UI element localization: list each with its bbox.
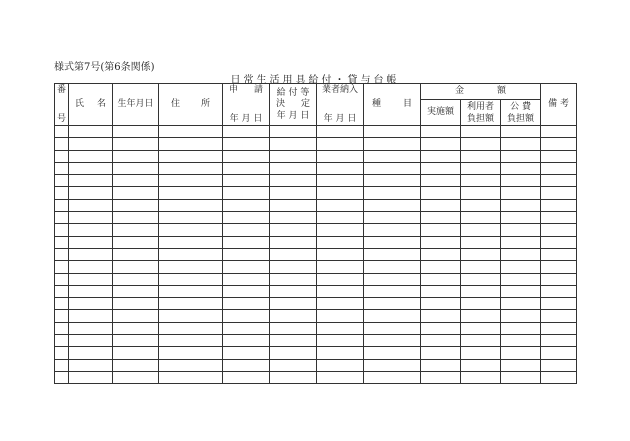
- table-cell[interactable]: [501, 322, 541, 334]
- table-cell[interactable]: [113, 298, 159, 310]
- table-cell[interactable]: [223, 162, 270, 174]
- table-cell[interactable]: [501, 371, 541, 383]
- table-cell[interactable]: [270, 138, 317, 150]
- table-cell[interactable]: [69, 150, 113, 162]
- table-cell[interactable]: [159, 126, 223, 138]
- table-cell[interactable]: [69, 224, 113, 236]
- table-cell[interactable]: [55, 359, 69, 371]
- table-cell[interactable]: [364, 187, 421, 199]
- table-cell[interactable]: [55, 261, 69, 273]
- table-row: [55, 248, 577, 260]
- table-row: [55, 347, 577, 359]
- table-cell[interactable]: [113, 371, 159, 383]
- table-cell[interactable]: [223, 126, 270, 138]
- table-row: [55, 261, 577, 273]
- table-cell[interactable]: [461, 335, 501, 347]
- table-cell[interactable]: [223, 310, 270, 322]
- table-cell[interactable]: [159, 310, 223, 322]
- table-cell[interactable]: [159, 273, 223, 285]
- table-cell[interactable]: [364, 150, 421, 162]
- table-cell[interactable]: [364, 285, 421, 297]
- table-cell[interactable]: [113, 273, 159, 285]
- table-cell[interactable]: [270, 162, 317, 174]
- table-cell[interactable]: [541, 138, 577, 150]
- table-cell[interactable]: [421, 175, 461, 187]
- table-cell[interactable]: [55, 199, 69, 211]
- table-cell[interactable]: [270, 224, 317, 236]
- table-cell[interactable]: [364, 371, 421, 383]
- table-cell[interactable]: [317, 285, 364, 297]
- table-cell[interactable]: [317, 261, 364, 273]
- table-cell[interactable]: [55, 187, 69, 199]
- table-cell[interactable]: [364, 212, 421, 224]
- table-cell[interactable]: [421, 187, 461, 199]
- table-cell[interactable]: [317, 199, 364, 211]
- table-cell[interactable]: [541, 347, 577, 359]
- table-cell[interactable]: [541, 261, 577, 273]
- table-cell[interactable]: [364, 261, 421, 273]
- table-cell[interactable]: [159, 335, 223, 347]
- table-cell[interactable]: [501, 187, 541, 199]
- table-cell[interactable]: [317, 138, 364, 150]
- table-cell[interactable]: [501, 175, 541, 187]
- table-cell[interactable]: [69, 212, 113, 224]
- header-amount-user: 利用者 負担額: [461, 100, 501, 126]
- table-cell[interactable]: [270, 199, 317, 211]
- table-cell[interactable]: [501, 273, 541, 285]
- table-cell[interactable]: [159, 212, 223, 224]
- table-cell[interactable]: [541, 371, 577, 383]
- table-cell[interactable]: [69, 347, 113, 359]
- table-cell[interactable]: [270, 187, 317, 199]
- table-cell[interactable]: [270, 298, 317, 310]
- table-cell[interactable]: [159, 138, 223, 150]
- table-cell[interactable]: [159, 298, 223, 310]
- table-cell[interactable]: [223, 248, 270, 260]
- header-remarks: 備 考: [541, 84, 577, 126]
- table-cell[interactable]: [113, 347, 159, 359]
- table-cell[interactable]: [421, 347, 461, 359]
- table-row: [55, 371, 577, 383]
- table-cell[interactable]: [159, 285, 223, 297]
- table-cell[interactable]: [541, 150, 577, 162]
- table-cell[interactable]: [69, 273, 113, 285]
- table-row: [55, 126, 577, 138]
- table-cell[interactable]: [461, 359, 501, 371]
- table-cell[interactable]: [69, 322, 113, 334]
- table-cell[interactable]: [541, 248, 577, 260]
- table-cell[interactable]: [501, 212, 541, 224]
- table-cell[interactable]: [270, 347, 317, 359]
- table-cell[interactable]: [317, 224, 364, 236]
- table-cell[interactable]: [270, 126, 317, 138]
- table-cell[interactable]: [461, 236, 501, 248]
- table-cell[interactable]: [55, 347, 69, 359]
- table-row: [55, 150, 577, 162]
- table-cell[interactable]: [223, 236, 270, 248]
- table-cell[interactable]: [421, 224, 461, 236]
- table-cell[interactable]: [69, 126, 113, 138]
- ledger-table: [54, 83, 577, 384]
- table-cell[interactable]: [113, 285, 159, 297]
- table-cell[interactable]: [421, 236, 461, 248]
- table-cell[interactable]: [501, 236, 541, 248]
- table-cell[interactable]: [421, 371, 461, 383]
- table-cell[interactable]: [317, 359, 364, 371]
- table-cell[interactable]: [421, 248, 461, 260]
- table-cell[interactable]: [55, 298, 69, 310]
- table-row: [55, 138, 577, 150]
- table-cell[interactable]: [113, 187, 159, 199]
- table-cell[interactable]: [223, 150, 270, 162]
- table-cell[interactable]: [364, 359, 421, 371]
- table-cell[interactable]: [159, 236, 223, 248]
- table-cell[interactable]: [317, 162, 364, 174]
- table-cell[interactable]: [364, 175, 421, 187]
- table-cell[interactable]: [461, 298, 501, 310]
- table-cell[interactable]: [55, 224, 69, 236]
- table-cell[interactable]: [223, 359, 270, 371]
- table-row: [55, 187, 577, 199]
- table-cell[interactable]: [364, 126, 421, 138]
- table-cell[interactable]: [113, 359, 159, 371]
- table-cell[interactable]: [113, 224, 159, 236]
- table-cell[interactable]: [364, 298, 421, 310]
- table-cell[interactable]: [501, 138, 541, 150]
- table-cell[interactable]: [461, 310, 501, 322]
- table-cell[interactable]: [501, 261, 541, 273]
- table-cell[interactable]: [223, 322, 270, 334]
- table-cell[interactable]: [501, 359, 541, 371]
- table-cell[interactable]: [501, 126, 541, 138]
- table-cell[interactable]: [69, 162, 113, 174]
- table-cell[interactable]: [364, 138, 421, 150]
- table-cell[interactable]: [421, 298, 461, 310]
- table-cell[interactable]: [364, 248, 421, 260]
- table-cell[interactable]: [159, 187, 223, 199]
- table-cell[interactable]: [223, 187, 270, 199]
- table-cell[interactable]: [69, 285, 113, 297]
- table-cell[interactable]: [317, 248, 364, 260]
- table-cell[interactable]: [69, 199, 113, 211]
- table-cell[interactable]: [55, 248, 69, 260]
- table-cell[interactable]: [541, 199, 577, 211]
- table-cell[interactable]: [159, 199, 223, 211]
- table-cell[interactable]: [270, 322, 317, 334]
- table-cell[interactable]: [421, 126, 461, 138]
- table-cell[interactable]: [113, 175, 159, 187]
- table-row: [55, 285, 577, 297]
- table-cell[interactable]: [55, 273, 69, 285]
- table-cell[interactable]: [317, 347, 364, 359]
- table-cell[interactable]: [421, 335, 461, 347]
- table-cell[interactable]: [55, 310, 69, 322]
- table-cell[interactable]: [113, 322, 159, 334]
- table-cell[interactable]: [113, 236, 159, 248]
- table-cell[interactable]: [501, 248, 541, 260]
- table-row: [55, 224, 577, 236]
- table-cell[interactable]: [317, 150, 364, 162]
- table-cell[interactable]: [461, 175, 501, 187]
- header-birthdate: 生年月日: [113, 84, 159, 126]
- table-cell[interactable]: [69, 310, 113, 322]
- table-cell[interactable]: [501, 310, 541, 322]
- header-number: 番 号: [55, 84, 69, 126]
- table-cell[interactable]: [364, 335, 421, 347]
- table-cell[interactable]: [541, 285, 577, 297]
- table-cell[interactable]: [421, 285, 461, 297]
- table-row: [55, 199, 577, 211]
- table-cell[interactable]: [461, 322, 501, 334]
- table-cell[interactable]: [317, 212, 364, 224]
- table-cell[interactable]: [113, 138, 159, 150]
- table-cell[interactable]: [541, 322, 577, 334]
- table-cell[interactable]: [541, 162, 577, 174]
- table-cell[interactable]: [461, 371, 501, 383]
- table-cell[interactable]: [270, 273, 317, 285]
- table-cell[interactable]: [421, 359, 461, 371]
- table-cell[interactable]: [541, 224, 577, 236]
- table-cell[interactable]: [69, 138, 113, 150]
- table-cell[interactable]: [159, 371, 223, 383]
- table-cell[interactable]: [501, 150, 541, 162]
- table-cell[interactable]: [55, 285, 69, 297]
- table-cell[interactable]: [541, 126, 577, 138]
- table-cell[interactable]: [69, 236, 113, 248]
- table-cell[interactable]: [501, 162, 541, 174]
- table-cell[interactable]: [55, 175, 69, 187]
- table-cell[interactable]: [461, 273, 501, 285]
- table-cell[interactable]: [461, 261, 501, 273]
- table-cell[interactable]: [364, 322, 421, 334]
- table-cell[interactable]: [159, 162, 223, 174]
- table-cell[interactable]: [270, 175, 317, 187]
- table-cell[interactable]: [541, 236, 577, 248]
- table-cell[interactable]: [317, 310, 364, 322]
- header-amount-actual: 実施額: [421, 100, 461, 126]
- header-decision-date: 給 付 等 決 定 年 月 日: [270, 84, 317, 126]
- header-name: 氏 名: [69, 84, 113, 126]
- table-cell[interactable]: [270, 285, 317, 297]
- table-cell[interactable]: [541, 212, 577, 224]
- table-cell[interactable]: [159, 322, 223, 334]
- table-cell[interactable]: [270, 248, 317, 260]
- table-cell[interactable]: [421, 322, 461, 334]
- table-cell[interactable]: [421, 310, 461, 322]
- table-cell[interactable]: [159, 175, 223, 187]
- table-cell[interactable]: [317, 126, 364, 138]
- table-cell[interactable]: [55, 371, 69, 383]
- table-cell[interactable]: [55, 322, 69, 334]
- table-cell[interactable]: [317, 187, 364, 199]
- table-row: [55, 236, 577, 248]
- table-row: [55, 322, 577, 334]
- table-cell[interactable]: [541, 273, 577, 285]
- table-cell[interactable]: [421, 150, 461, 162]
- table-cell[interactable]: [364, 310, 421, 322]
- header-application-date: 申 請 年 月 日: [223, 84, 270, 126]
- table-cell[interactable]: [270, 371, 317, 383]
- table-cell[interactable]: [223, 224, 270, 236]
- table-cell[interactable]: [270, 261, 317, 273]
- table-cell[interactable]: [364, 162, 421, 174]
- table-cell[interactable]: [223, 261, 270, 273]
- table-cell[interactable]: [223, 199, 270, 211]
- table-row: [55, 162, 577, 174]
- ledger-body: [55, 126, 577, 384]
- table-cell[interactable]: [113, 335, 159, 347]
- table-cell[interactable]: [541, 187, 577, 199]
- table-cell[interactable]: [223, 273, 270, 285]
- table-cell[interactable]: [223, 175, 270, 187]
- table-cell[interactable]: [541, 359, 577, 371]
- table-cell[interactable]: [223, 212, 270, 224]
- table-cell[interactable]: [69, 175, 113, 187]
- table-cell[interactable]: [421, 273, 461, 285]
- table-cell[interactable]: [501, 347, 541, 359]
- table-cell[interactable]: [541, 175, 577, 187]
- table-cell[interactable]: [501, 199, 541, 211]
- table-cell[interactable]: [461, 138, 501, 150]
- table-cell[interactable]: [541, 335, 577, 347]
- table-cell[interactable]: [113, 310, 159, 322]
- table-cell[interactable]: [113, 212, 159, 224]
- table-cell[interactable]: [69, 298, 113, 310]
- table-cell[interactable]: [223, 138, 270, 150]
- table-cell[interactable]: [55, 212, 69, 224]
- table-cell[interactable]: [55, 162, 69, 174]
- table-cell[interactable]: [270, 359, 317, 371]
- table-cell[interactable]: [461, 126, 501, 138]
- table-cell[interactable]: [113, 199, 159, 211]
- table-cell[interactable]: [55, 236, 69, 248]
- table-cell[interactable]: [461, 212, 501, 224]
- table-cell[interactable]: [541, 298, 577, 310]
- table-cell[interactable]: [317, 335, 364, 347]
- table-cell[interactable]: [317, 175, 364, 187]
- ledger-title: 日常生活用具給付・貸与台帳: [230, 75, 400, 86]
- table-cell[interactable]: [113, 248, 159, 260]
- table-row: [55, 298, 577, 310]
- table-cell[interactable]: [364, 224, 421, 236]
- table-cell[interactable]: [461, 224, 501, 236]
- table-cell[interactable]: [421, 212, 461, 224]
- table-cell[interactable]: [69, 261, 113, 273]
- table-cell[interactable]: [461, 347, 501, 359]
- table-cell[interactable]: [69, 187, 113, 199]
- table-cell[interactable]: [223, 285, 270, 297]
- table-cell[interactable]: [159, 347, 223, 359]
- table-cell[interactable]: [270, 335, 317, 347]
- table-cell[interactable]: [461, 162, 501, 174]
- table-cell[interactable]: [270, 150, 317, 162]
- table-cell[interactable]: [364, 199, 421, 211]
- table-cell[interactable]: [223, 371, 270, 383]
- table-cell[interactable]: [270, 310, 317, 322]
- table-cell[interactable]: [317, 322, 364, 334]
- table-cell[interactable]: [113, 126, 159, 138]
- table-cell[interactable]: [317, 273, 364, 285]
- table-cell[interactable]: [223, 298, 270, 310]
- table-cell[interactable]: [461, 150, 501, 162]
- table-cell[interactable]: [317, 298, 364, 310]
- table-row: [55, 359, 577, 371]
- table-cell[interactable]: [461, 248, 501, 260]
- table-row: [55, 212, 577, 224]
- table-cell[interactable]: [159, 248, 223, 260]
- table-cell[interactable]: [270, 236, 317, 248]
- form-number: 様式第7号(第6条関係): [54, 62, 155, 73]
- table-cell[interactable]: [55, 126, 69, 138]
- table-cell[interactable]: [69, 335, 113, 347]
- table-row: [55, 273, 577, 285]
- header-amount: 金 額: [421, 84, 541, 100]
- table-cell[interactable]: [69, 359, 113, 371]
- table-cell[interactable]: [69, 371, 113, 383]
- table-cell[interactable]: [421, 261, 461, 273]
- table-row: [55, 335, 577, 347]
- table-cell[interactable]: [55, 150, 69, 162]
- table-cell[interactable]: [317, 371, 364, 383]
- table-cell[interactable]: [159, 261, 223, 273]
- header-address: 住 所: [159, 84, 223, 126]
- table-cell[interactable]: [501, 285, 541, 297]
- table-cell[interactable]: [113, 261, 159, 273]
- header-item: 種 目: [364, 84, 421, 126]
- table-cell[interactable]: [270, 212, 317, 224]
- table-cell[interactable]: [421, 138, 461, 150]
- table-cell[interactable]: [421, 162, 461, 174]
- table-cell[interactable]: [421, 199, 461, 211]
- table-cell[interactable]: [501, 298, 541, 310]
- table-cell[interactable]: [159, 224, 223, 236]
- header-amount-public: 公 費 負担額: [501, 100, 541, 126]
- table-cell[interactable]: [223, 347, 270, 359]
- header-delivery-date: 業者納入 年 月 日: [317, 84, 364, 126]
- table-cell[interactable]: [317, 236, 364, 248]
- table-cell[interactable]: [69, 248, 113, 260]
- table-cell[interactable]: [223, 335, 270, 347]
- table-cell[interactable]: [364, 273, 421, 285]
- table-row: [55, 310, 577, 322]
- table-cell[interactable]: [55, 335, 69, 347]
- table-cell[interactable]: [364, 347, 421, 359]
- table-cell[interactable]: [541, 310, 577, 322]
- table-cell[interactable]: [113, 162, 159, 174]
- table-cell[interactable]: [159, 359, 223, 371]
- table-cell[interactable]: [461, 285, 501, 297]
- table-cell[interactable]: [364, 236, 421, 248]
- table-cell[interactable]: [501, 335, 541, 347]
- table-cell[interactable]: [501, 224, 541, 236]
- table-cell[interactable]: [159, 150, 223, 162]
- table-cell[interactable]: [461, 199, 501, 211]
- table-cell[interactable]: [55, 138, 69, 150]
- table-row: [55, 175, 577, 187]
- table-cell[interactable]: [113, 150, 159, 162]
- table-cell[interactable]: [461, 187, 501, 199]
